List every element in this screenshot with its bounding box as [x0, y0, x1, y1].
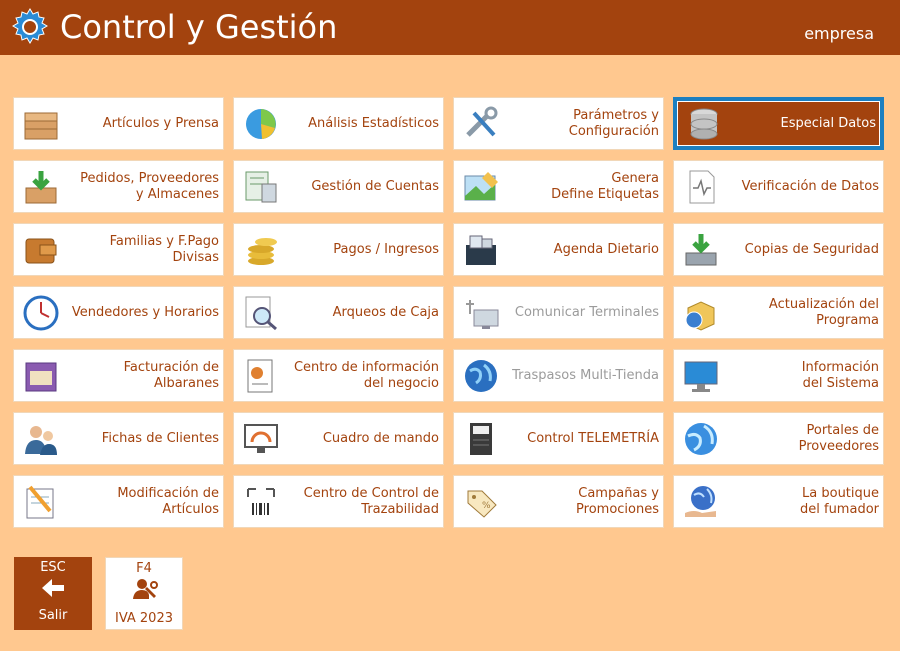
wallet-icon: [22, 231, 60, 269]
pie-chart-icon: [242, 105, 280, 143]
menu-tile-especial-datos[interactable]: [673, 97, 884, 150]
globe-hand-icon: [682, 483, 720, 521]
menu-tile-label: Verificación de Datos: [741, 178, 879, 194]
folder-cabinet-icon: [22, 357, 60, 395]
menu-tile-control-telemetria[interactable]: [453, 412, 664, 465]
exit-label: Salir: [38, 608, 68, 623]
menu-tile-label: Facturación de Albaranes: [123, 359, 219, 391]
menu-grid: [13, 97, 888, 530]
menu-tile-label: Pagos / Ingresos: [333, 241, 439, 257]
monitor-icon: [682, 357, 720, 395]
menu-tile-label: Análisis Estadísticos: [308, 115, 439, 131]
menu-tile-facturacion-de-albaranes[interactable]: [13, 349, 224, 402]
menu-tile-label: Genera Define Etiquetas: [551, 170, 659, 202]
menu-tile-label: Pedidos, Proveedores y Almacenes: [80, 170, 219, 202]
menu-tile-gestion-de-cuentas[interactable]: [233, 160, 444, 213]
accounts-calculator-icon: [242, 168, 280, 206]
gear-icon: [10, 7, 50, 47]
menu-tile-label: Artículos y Prensa: [102, 115, 219, 131]
menu-tile-cuadro-de-mando[interactable]: [233, 412, 444, 465]
menu-tile-la-boutique-del-fumador[interactable]: [673, 475, 884, 528]
menu-tile-label: Parámetros y Configuración: [568, 107, 659, 139]
coins-icon: [242, 231, 280, 269]
menu-tile-vendedores-y-horarios[interactable]: [13, 286, 224, 339]
dashboard-monitor-icon: [242, 420, 280, 458]
document-pulse-icon: [682, 168, 720, 206]
menu-tile-label: Campañas y Promociones: [576, 485, 659, 517]
menu-tile-centro-de-informacion-del-negocio[interactable]: [233, 349, 444, 402]
menu-tile-comunicar-terminales[interactable]: [453, 286, 664, 339]
menu-tile-label: Traspasos Multi-Tienda: [512, 367, 659, 383]
menu-tile-label: Cuadro de mando: [322, 430, 439, 446]
menu-tile-parametros-y-configuracion[interactable]: [453, 97, 664, 150]
drive-download-icon: [682, 231, 720, 269]
menu-tile-label: Copias de Seguridad: [744, 241, 879, 257]
menu-tile-label: La boutique del fumador: [800, 485, 879, 517]
menu-tile-label: Actualización del Programa: [768, 296, 879, 328]
menu-tile-label: Información del Sistema: [801, 359, 879, 391]
menu-tile-label: Comunicar Terminales: [514, 304, 659, 320]
app-title: Control y Gestión: [60, 8, 338, 46]
card-file-icon: [462, 231, 500, 269]
company-name[interactable]: empresa: [804, 24, 874, 43]
menu-tile-articulos-y-prensa[interactable]: [13, 97, 224, 150]
menu-tile-label: Centro de Control de Trazabilidad: [303, 485, 439, 517]
menu-tile-modificacion-de-articulos[interactable]: [13, 475, 224, 528]
menu-tile-label: Familias y F.Pago Divisas: [109, 233, 219, 265]
tools-icon: [462, 105, 500, 143]
f4-key-label: F4: [136, 561, 152, 576]
menu-tile-agenda-dietario[interactable]: [453, 223, 664, 276]
network-terminal-icon: [462, 294, 500, 332]
menu-tile-traspasos-multi-tienda[interactable]: [453, 349, 664, 402]
menu-tile-label: Vendedores y Horarios: [71, 304, 219, 320]
menu-tile-label: Especial Datos: [780, 115, 876, 131]
menu-tile-verificacion-de-datos[interactable]: [673, 160, 884, 213]
iva-label: IVA 2023: [114, 611, 173, 626]
menu-tile-familias-y-f-pago-divisas[interactable]: [13, 223, 224, 276]
magnifier-report-icon: [242, 294, 280, 332]
menu-tile-portales-de-proveedores[interactable]: [673, 412, 884, 465]
clock-icon: [22, 294, 60, 332]
iva-2023-button[interactable]: [105, 557, 183, 630]
business-report-icon: [242, 357, 280, 395]
menu-tile-actualizacion-del-programa[interactable]: [673, 286, 884, 339]
menu-tile-label: Agenda Dietario: [553, 241, 659, 257]
menu-tile-label: Arqueos de Caja: [332, 304, 439, 320]
menu-tile-label: Portales de Proveedores: [798, 422, 879, 454]
box-icon: [22, 105, 60, 143]
database-icon: [685, 105, 723, 143]
menu-tile-label: Gestión de Cuentas: [311, 178, 439, 194]
menu-tile-centro-de-control-de-trazabilidad[interactable]: [233, 475, 444, 528]
menu-tile-label: Modificación de Artículos: [117, 485, 219, 517]
globe-blue-icon: [682, 420, 720, 458]
arrow-left-icon: [40, 576, 66, 600]
svg-text:%: %: [482, 500, 491, 511]
menu-tile-genera-define-etiquetas[interactable]: [453, 160, 664, 213]
inbox-download-icon: [22, 168, 60, 206]
tower-server-icon: [462, 420, 500, 458]
menu-tile-copias-de-seguridad[interactable]: [673, 223, 884, 276]
update-box-icon: [682, 294, 720, 332]
menu-tile-analisis-estadisticos[interactable]: [233, 97, 444, 150]
menu-tile-label: Control TELEMETRÍA: [527, 430, 659, 446]
esc-key-label: ESC: [40, 560, 66, 575]
menu-tile-informacion-del-sistema[interactable]: [673, 349, 884, 402]
header-bar: [0, 0, 900, 55]
menu-tile-campanas-y-promociones[interactable]: [453, 475, 664, 528]
picture-pencil-icon: [462, 168, 500, 206]
menu-tile-pedidos-proveedores-y-almacenes[interactable]: [13, 160, 224, 213]
users-icon: [22, 420, 60, 458]
price-tags-icon: [462, 483, 500, 521]
globe-icon: [462, 357, 500, 395]
menu-tile-label: Centro de información del negocio: [293, 359, 439, 391]
menu-tile-fichas-de-clientes[interactable]: [13, 412, 224, 465]
menu-tile-label: Fichas de Clientes: [101, 430, 219, 446]
user-wrench-icon: [132, 577, 158, 601]
barcode-box-icon: [242, 483, 280, 521]
menu-tile-arqueos-de-caja[interactable]: [233, 286, 444, 339]
menu-tile-pagos-ingresos[interactable]: [233, 223, 444, 276]
notepad-pencil-icon: [22, 483, 60, 521]
exit-button[interactable]: [14, 557, 92, 630]
